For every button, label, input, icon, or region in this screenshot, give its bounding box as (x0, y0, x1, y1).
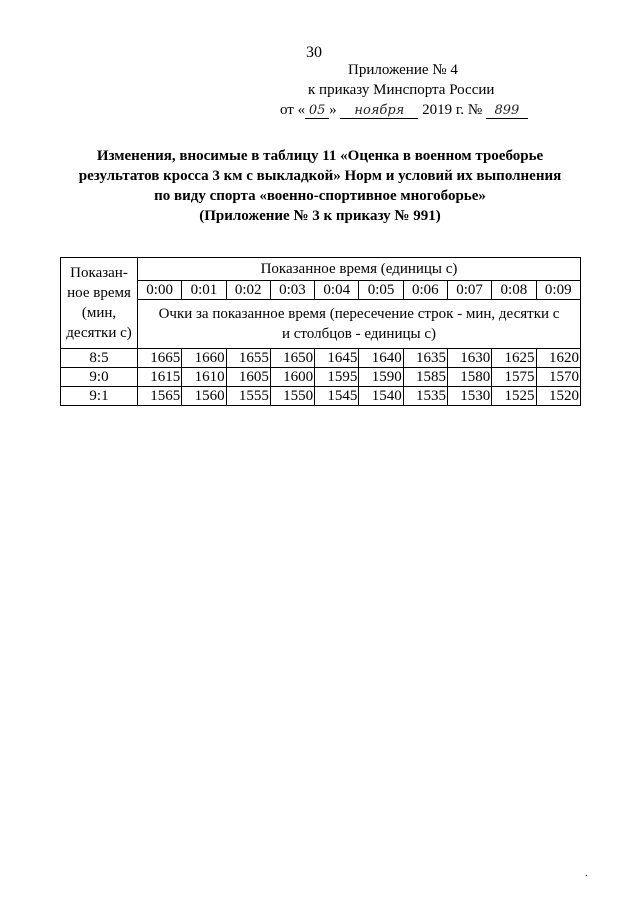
appendix-order-ref: к приказу Минспорта России (308, 82, 495, 98)
score-cell: 1640 (359, 349, 403, 368)
scores-table (60, 257, 581, 406)
score-cell: 1535 (403, 387, 447, 406)
unit-cell: 0:02 (226, 281, 270, 300)
corner-mark: . (585, 868, 588, 879)
score-cell: 1650 (270, 349, 314, 368)
score-cell: 1645 (315, 349, 359, 368)
page-number: 30 (306, 44, 322, 61)
table-row (61, 349, 581, 368)
score-cell: 1665 (138, 349, 182, 368)
score-cell: 1610 (182, 368, 226, 387)
heading-line-4: (Приложение № 3 к приказу № 991) (199, 208, 441, 224)
description-line-2: и столбцов - единицы с) (282, 326, 436, 342)
appendix-block (278, 60, 538, 120)
time-cell: 8:5 (61, 349, 138, 368)
time-cell: 9:0 (61, 368, 138, 387)
appendix-date-line (278, 100, 538, 120)
score-cell: 1555 (226, 387, 270, 406)
score-cell: 1655 (226, 349, 270, 368)
unit-cell: 0:06 (403, 281, 447, 300)
heading-line-2: результатов кросса 3 км с выкладкой» Норм и условий их выполнения (78, 168, 562, 184)
table-header-row (61, 258, 581, 281)
score-cell: 1565 (138, 387, 182, 406)
score-cell: 1570 (536, 368, 580, 387)
score-cell: 1630 (447, 349, 491, 368)
unit-cell: 0:00 (138, 281, 182, 300)
table-row (61, 368, 581, 387)
score-cell: 1615 (138, 368, 182, 387)
date-month-handwritten: ноября (340, 103, 418, 119)
units-row (61, 281, 581, 300)
unit-cell: 0:09 (536, 281, 580, 300)
date-prefix: от « (280, 102, 306, 118)
heading-line-3: по виду спорта «военно-спортивное многоборье» (154, 188, 486, 204)
heading-line-1: Изменения, вносимые в таблицу 11 «Оценка в военном троеборье (96, 148, 544, 164)
date-day-handwritten: 05 (305, 103, 329, 119)
score-cell: 1575 (492, 368, 536, 387)
unit-cell: 0:05 (359, 281, 403, 300)
score-cell: 1585 (403, 368, 447, 387)
unit-cell: 0:08 (492, 281, 536, 300)
time-cell: 9:1 (61, 387, 138, 406)
score-cell: 1545 (315, 387, 359, 406)
description-line-1: Очки за показанное время (пересечение строк - мин, десятки с (158, 306, 560, 322)
score-cell: 1600 (270, 368, 314, 387)
appendix-title: Приложение № 4 (348, 62, 458, 78)
row-header-line: десятки с) (66, 325, 132, 341)
score-cell: 1625 (492, 349, 536, 368)
row-header-line: (мин, (81, 305, 117, 321)
date-mid: » (329, 102, 337, 118)
order-number-handwritten: 899 (486, 103, 528, 119)
table-row (61, 387, 581, 406)
score-cell: 1595 (315, 368, 359, 387)
score-cell: 1550 (270, 387, 314, 406)
score-cell: 1635 (403, 349, 447, 368)
units-title-cell: Показанное время (единицы с) (138, 258, 581, 281)
unit-cell: 0:03 (270, 281, 314, 300)
description-cell (138, 300, 581, 349)
description-row (61, 300, 581, 349)
score-cell: 1590 (359, 368, 403, 387)
score-cell: 1520 (536, 387, 580, 406)
score-cell: 1560 (182, 387, 226, 406)
row-header-line: Показан- (70, 265, 128, 281)
row-header-cell (61, 258, 138, 349)
unit-cell: 0:07 (447, 281, 491, 300)
score-cell: 1580 (447, 368, 491, 387)
document-heading (60, 146, 580, 226)
score-cell: 1660 (182, 349, 226, 368)
unit-cell: 0:01 (182, 281, 226, 300)
score-cell: 1620 (536, 349, 580, 368)
date-year: 2019 г. № (422, 102, 483, 118)
row-header-line: ное время (67, 285, 131, 301)
score-cell: 1605 (226, 368, 270, 387)
unit-cell: 0:04 (315, 281, 359, 300)
score-cell: 1525 (492, 387, 536, 406)
score-cell: 1530 (447, 387, 491, 406)
score-cell: 1540 (359, 387, 403, 406)
